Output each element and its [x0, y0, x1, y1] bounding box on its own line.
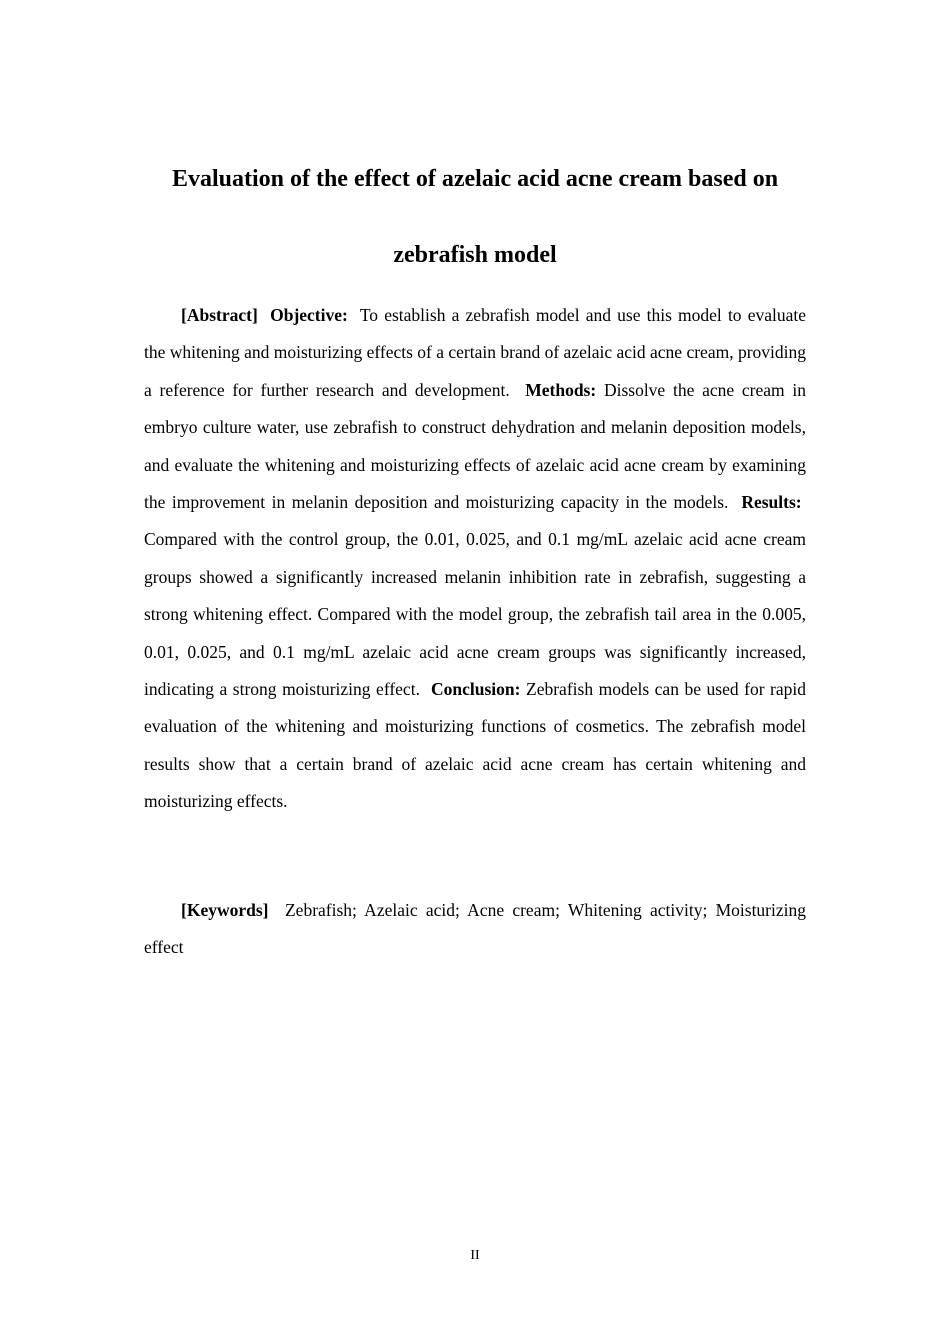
paper-title — [120, 141, 830, 293]
title-line-2: zebrafish model — [393, 242, 557, 268]
results-label: Results: — [741, 492, 802, 513]
methods-text: Dissolve the acne cream in embryo culture water, use zebrafish to construct dehydration and melanin deposition models, and evaluate the whitening and moisturizing effects of azelaic acid acne cream by examining the improvement in melanin deposition and moisturizing capacity in the models. — [144, 379, 807, 513]
keywords-text: Zebrafish; Azelaic acid; Acne cream; Whitening activity; Moisturizing effect — [144, 900, 806, 958]
objective-label: Objective: — [270, 305, 348, 325]
abstract-label: [Abstract] — [181, 305, 258, 325]
keywords-paragraph — [144, 892, 806, 967]
objective-text: To establish a zebrafish model and use this model to evaluate the whitening and moisturizing effects of a certain brand of azelaic acid acne cream, providing a reference for further research and development. — [144, 305, 807, 400]
page-number: II — [470, 1248, 480, 1263]
methods-label: Methods: — [525, 379, 597, 400]
conclusion-text: Zebrafish models can be used for rapid evaluation of the whitening and moisturizing functions of cosmetics. The zebrafish model results show that a certain brand of azelaic acid acne cream has certain whitening and moisturizing effects. — [144, 679, 807, 812]
results-text: Compared with the control group, the 0.01, 0.025, and 0.1 mg/mL azelaic acid acne cream groups showed a significantly increased melanin inhibition rate in zebrafish, suggesting a strong whitening effect. Compared with the model group, the zebrafish tail area in the 0.005, 0.01, 0.025, and 0.1 mg/mL azelaic acid acne cream groups was significantly increased, indicating a strong moisturizing effect. — [144, 529, 806, 700]
keywords-label: [Keywords] — [181, 900, 269, 920]
abstract-paragraph — [144, 297, 806, 821]
title-line-1: Evaluation of the effect of azelaic acid acne cream based on — [171, 166, 779, 192]
conclusion-label: Conclusion: — [431, 679, 521, 700]
